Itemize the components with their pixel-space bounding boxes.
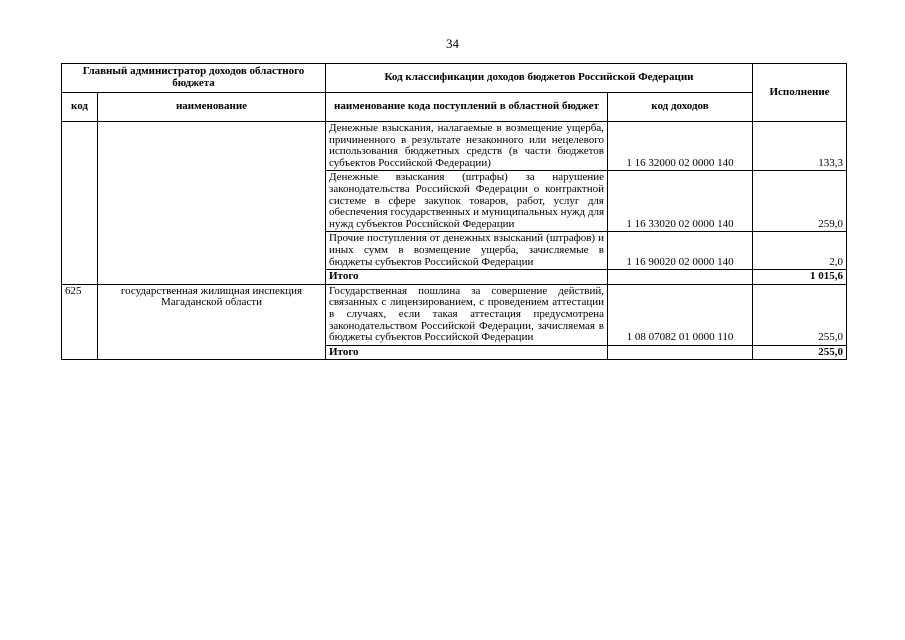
execution-value: 2,0 — [753, 232, 847, 270]
total-label: Итого — [326, 270, 608, 285]
header-code: код — [62, 93, 98, 122]
income-description: Денежные взыскания, налагаемые в возмещение ущерба, причиненного в результате незаконного или нецелевого использования бюджетных средств (в части бюджетов субъектов Российской Федерации) — [326, 122, 608, 171]
table-row — [62, 122, 847, 171]
total-value: 255,0 — [753, 345, 847, 360]
execution-value: 259,0 — [753, 171, 847, 232]
income-code: 1 16 33020 02 0000 140 — [608, 171, 753, 232]
income-description: Государственная пошлина за совершение действий, связанных с лицензированием, с проведением аттестации в случаях, если такая аттестация предусмотрена законодательством Российской Федерации, зачисляемая в бюджеты субъектов Российской Федерации — [326, 284, 608, 345]
admin-name-cell — [98, 122, 326, 285]
income-code: 1 16 90020 02 0000 140 — [608, 232, 753, 270]
income-description: Прочие поступления от денежных взысканий (штрафов) и иных сумм в возмещение ущерба, зачисляемые в бюджеты субъектов Российской Федерации — [326, 232, 608, 270]
admin-code-cell — [62, 122, 98, 285]
income-code: 1 08 07082 01 0000 110 — [608, 284, 753, 345]
income-code: 1 16 32000 02 0000 140 — [608, 122, 753, 171]
admin-code-cell: 625 — [62, 284, 98, 360]
revenue-table — [61, 63, 847, 360]
header-name: наименование — [98, 93, 326, 122]
total-empty-cell — [608, 270, 753, 285]
total-value: 1 015,6 — [753, 270, 847, 285]
table-row — [62, 284, 847, 345]
execution-value: 133,3 — [753, 122, 847, 171]
admin-name-cell: государственная жилищная инспекция Магаданской области — [98, 284, 326, 360]
header-admin-group: Главный администратор доходов областного бюджета — [62, 64, 326, 93]
header-classification-group: Код классификации доходов бюджетов Российской Федерации — [326, 64, 753, 93]
header-income-name: наименование кода поступлений в областной бюджет — [326, 93, 608, 122]
header-execution: Исполнение — [753, 64, 847, 122]
page-number: 34 — [446, 36, 459, 51]
income-description: Денежные взыскания (штрафы) за нарушение законодательства Российской Федерации о контрактной системе в сфере закупок товаров, работ, услуг для обеспечения государственных и муниципальных нужд для нужд субъектов Российской Федерации — [326, 171, 608, 232]
total-label: Итого — [326, 345, 608, 360]
total-empty-cell — [608, 345, 753, 360]
header-income-code: код доходов — [608, 93, 753, 122]
execution-value: 255,0 — [753, 284, 847, 345]
